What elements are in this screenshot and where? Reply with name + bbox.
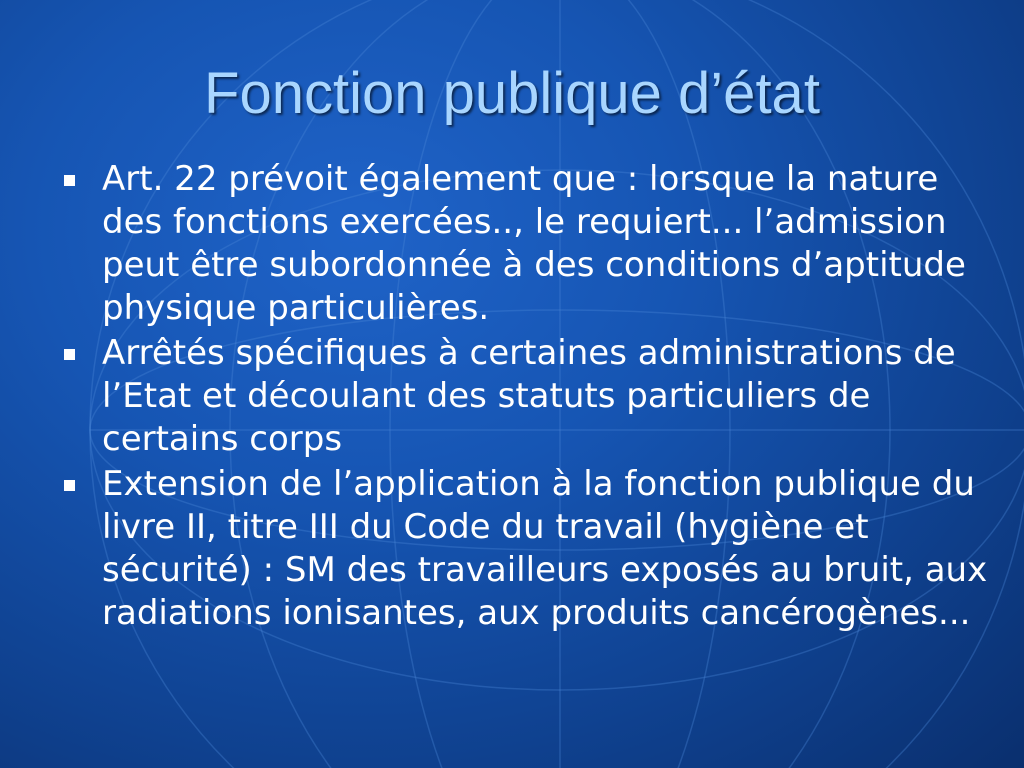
bullet-text: Arrêtés spécifiques à certaines administrations de l’Etat et découlant des statuts particuliers de certains corps xyxy=(102,333,956,459)
square-bullet-icon xyxy=(64,349,75,360)
bullet-text: Art. 22 prévoit également que : lorsque la nature des fonctions exercées.., le requiert... l’admission peut être subordonnée à des conditions d’aptitude physique particulières. xyxy=(102,159,966,328)
bullet-text: Extension de l’application à la fonction publique du livre II, titre III du Code du travail (hygiène et sécurité) : SM des travailleurs exposés au bruit, aux radiations ionisantes, aux produits cancérogènes... xyxy=(102,464,988,633)
square-bullet-icon xyxy=(64,480,75,491)
bullet-item xyxy=(62,463,992,635)
bullet-item xyxy=(62,158,992,330)
slide-title: Fonction publique d’état xyxy=(204,61,820,126)
bullet-list xyxy=(62,158,992,637)
bullet-item xyxy=(62,332,992,461)
square-bullet-icon xyxy=(64,175,75,186)
